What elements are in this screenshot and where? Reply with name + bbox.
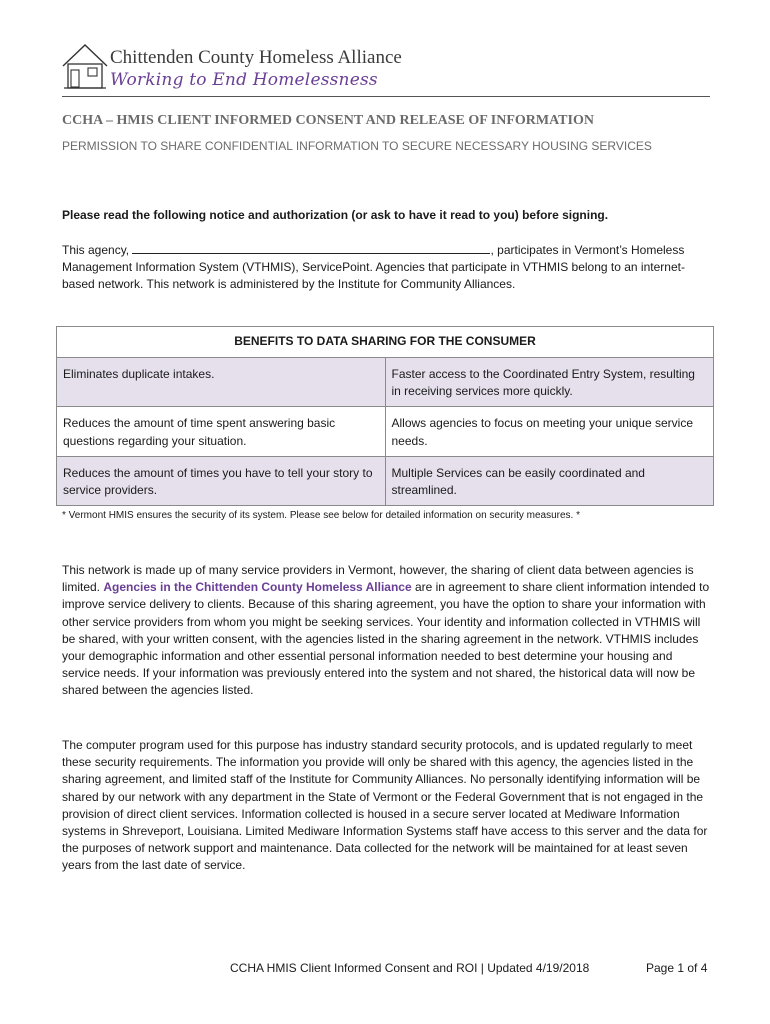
intro-paragraph <box>62 242 712 294</box>
table-cell: Multiple Services can be easily coordinated and streamlined. <box>385 456 714 505</box>
intro-prefix: This agency, <box>62 243 133 257</box>
alliance-highlight: Agencies in the Chittenden County Homeless Alliance <box>103 580 412 595</box>
table-cell: Faster access to the Coordinated Entry System, resulting in receiving services more quickly. <box>385 358 714 407</box>
table-cell: Reduces the amount of time spent answering basic questions regarding your situation. <box>57 407 386 456</box>
page-number: Page 1 of 4 <box>646 961 708 975</box>
security-footnote: * Vermont HMIS ensures the security of its system. Please see below for detailed information on security measures. * <box>62 510 581 521</box>
table-cell: Eliminates duplicate intakes. <box>57 358 386 407</box>
table-row <box>57 407 714 456</box>
table-row <box>57 358 714 407</box>
document-title: CCHA – HMIS CLIENT INFORMED CONSENT AND RELEASE OF INFORMATION <box>62 113 594 128</box>
reading-notice: Please read the following notice and authorization (or ask to have it read to you) before signing. <box>62 208 609 222</box>
agency-name-blank[interactable] <box>132 242 490 254</box>
security-paragraph: The computer program used for this purpose has industry standard security protocols, and is updated regularly to meet these security requirements. The information you provide will only be shared with this agency, the agencies listed in the sharing agreement, and limited staff of the Institute for Community Alliances. No personally identifying information will be shared by our network with any department in the State of Vermont or the Federal Government that is not engaged in the provision of direct client services. Information collected is housed in a secure server located at Mediware Information systems in Shreveport, Louisiana. Limited Mediware Information Systems staff have access to this server and the data for the purposes of network support and maintenance. Data collected for the network will be maintained for at least seven years from the last date of service. <box>62 738 708 873</box>
page-footer: CCHA HMIS Client Informed Consent and ROI | Updated 4/19/2018 <box>230 961 590 975</box>
intro-suffix: , participates in Vermont’s Homeless Management Information System (VTHMIS), ServicePoint. Agencies that participate in VTHMIS belong to an internet-based network. This network is administered by the Institute for Community Alliances. <box>62 243 685 292</box>
table-row <box>57 456 714 505</box>
table-cell: Reduces the amount of times you have to tell your story to service providers. <box>57 456 386 505</box>
org-tagline: Working to End Homelessness <box>110 70 378 90</box>
network-paragraph <box>62 562 712 700</box>
house-logo-icon <box>62 42 108 92</box>
benefits-table <box>56 326 714 506</box>
network-paragraph-start: This network is made up of many service providers in Vermont, however, the sharing of client data between agencies is limited. <box>62 563 694 595</box>
document-subtitle: PERMISSION TO SHARE CONFIDENTIAL INFORMATION TO SECURE NECESSARY HOUSING SERVICES <box>62 139 652 153</box>
benefits-table-header: BENEFITS TO DATA SHARING FOR THE CONSUMER <box>57 327 714 358</box>
network-paragraph-end: are in agreement to share client information intended to improve service delivery to clients. Because of this sharing agreement, you have the option to share your information with other service providers from whom you might be seeking services. Your identity and information collected in VTHMIS will be shared, with your written consent, with the agencies listed in the sharing agreement in the network. VTHMIS includes your demographic information and other essential personal information needed to best determine your housing and service needs. If your information was previously entered into the system and not shared, the historical data will now be shared between the agencies listed. <box>62 580 710 698</box>
org-name: Chittenden County Homeless Alliance <box>110 47 402 68</box>
header-divider <box>62 96 710 97</box>
table-cell: Allows agencies to focus on meeting your unique service needs. <box>385 407 714 456</box>
